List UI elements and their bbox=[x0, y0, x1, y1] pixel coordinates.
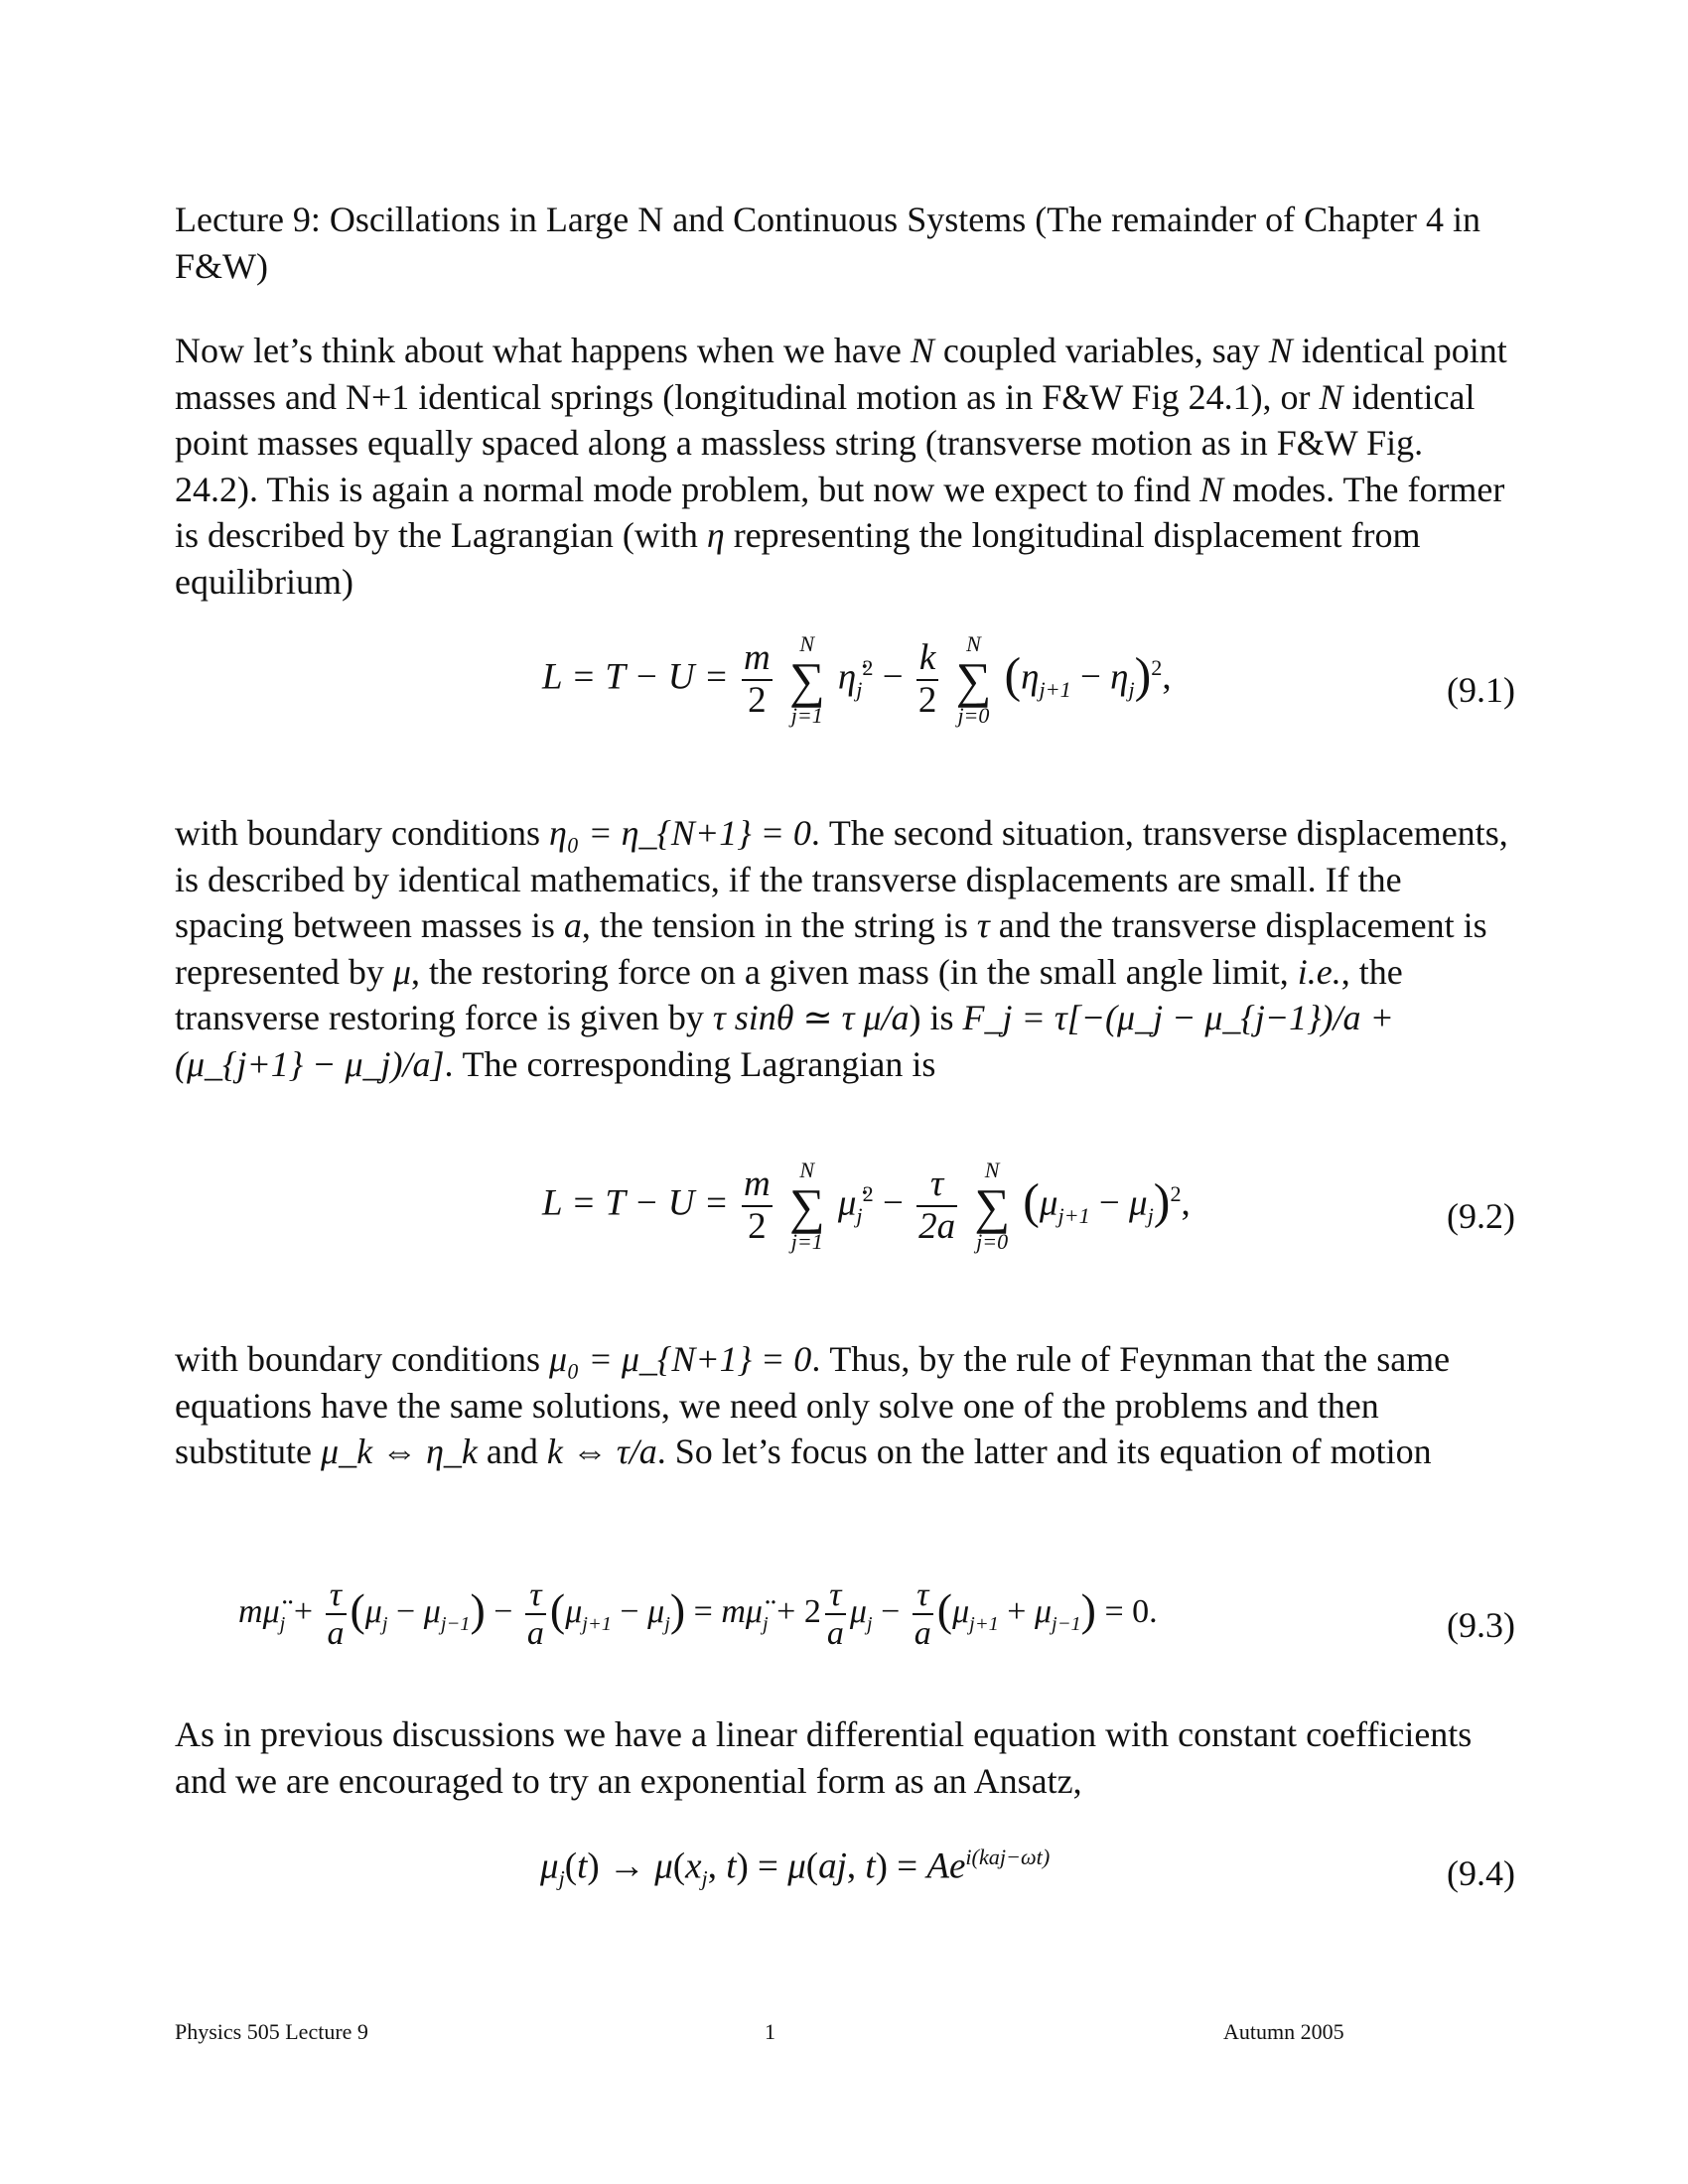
math-symbol: N bbox=[910, 331, 934, 370]
text-segment: modes. The former is described by the Lagrangian (with bbox=[175, 469, 1505, 555]
equation-body: $\mu_j(t) \to \mu(x_j$, t) = μ(aj, $t) = Ae^{i(kaj-\omega t)}$ bbox=[540, 1844, 1051, 1891]
math-inline: μ₀ = μ_{N+1} = 0 bbox=[548, 1339, 812, 1379]
paragraph-ansatz: As in previous discussions we have a linear differential equation with constant coefficients and we are encouraged to try an exponential form as an Ansatz, bbox=[175, 1714, 1473, 1801]
summation: N ∑ j=0 bbox=[974, 1158, 1010, 1254]
equation-number: (9.2) bbox=[1447, 1196, 1515, 1236]
fraction: $\frac{k}{2}$ bbox=[917, 637, 937, 721]
footer-course: Physics 505 Lecture 9 bbox=[175, 2019, 368, 2044]
text-segment: representing the longitudinal displacement from equilibrium) bbox=[175, 515, 1421, 602]
math-inline: μ_k ⇔ η_k bbox=[321, 1432, 478, 1471]
text-segment: , the transverse restoring force is given by bbox=[175, 951, 1403, 1037]
text-segment: with boundary conditions bbox=[175, 1339, 549, 1379]
text-segment: . Thus, by the rule of Feynman that the same equations have the same solutions, we need only solve one of the problems and then substitute bbox=[175, 1339, 1451, 1471]
text-segment: . So let’s focus on the latter and its equation of motion bbox=[656, 1432, 1432, 1471]
equation-lhs: L = T − U = bbox=[542, 1182, 729, 1224]
footer-page-number: 1 bbox=[765, 2019, 775, 2044]
paragraph-intro bbox=[175, 328, 1515, 605]
text-segment: with boundary conditions bbox=[175, 813, 549, 853]
math-inline: k ⇔ τ/a bbox=[546, 1432, 657, 1471]
text-segment: i.e. bbox=[1297, 951, 1341, 992]
text-segment: identical point masses equally spaced along a massless string (transverse motion as in F&W Fig. 24.2). This is again a normal mode problem, but now we expect to find bbox=[175, 376, 1476, 509]
math-symbol: N bbox=[1268, 331, 1293, 370]
math-inline: τ sinθ ≃ τ μ/a bbox=[712, 998, 910, 1037]
text-segment: , the restoring force on a given mass (in the small angle limit, bbox=[410, 951, 1298, 992]
math-symbol: N bbox=[1319, 376, 1343, 417]
fraction: $\frac{m}{2}$ bbox=[743, 1163, 771, 1247]
text-segment: Now let’s think about what happens when we have bbox=[175, 331, 911, 370]
math-symbol: μ bbox=[392, 951, 411, 992]
fraction: $\frac{\tau}{2a}$ bbox=[918, 1163, 956, 1247]
fraction: $\frac{\tau}{a}$ bbox=[327, 1576, 345, 1653]
paragraph-feynman bbox=[175, 1336, 1515, 1475]
text-segment: and bbox=[477, 1432, 547, 1471]
equation-lhs: L = T − U = bbox=[542, 656, 729, 698]
equation-number: (9.4) bbox=[1447, 1853, 1515, 1893]
summation: N ∑ j=1 bbox=[788, 631, 825, 728]
text-segment: coupled variables, say bbox=[933, 331, 1269, 370]
page-title: Lecture 9: Oscillations in Large N and Continuous Systems (The remainder of Chapter 4 in F&W) bbox=[175, 200, 1481, 286]
equation-9-1 bbox=[175, 633, 1515, 752]
fraction: $\frac{\tau}{a}$ bbox=[914, 1576, 931, 1653]
fraction: $\frac{m}{2}$ bbox=[743, 637, 771, 721]
math-inline: F_j = τ[−(μ_j − μ_{j−1})/a + (μ_{j+1} − μ_j)/a] bbox=[175, 998, 1394, 1084]
equation-body: L = T − U = $\frac{m}{2}$ N ∑ j=1 $\etȧ_j^2$ − $\frac{k}{2}$ N ∑ j=0 $(\eta_{j+1} - \eta_j)^2$, bbox=[542, 631, 1172, 728]
text-segment: . The corresponding Lagrangian is bbox=[444, 1043, 936, 1084]
text-segment: and the transverse displacement is represented by bbox=[175, 905, 1487, 992]
text-segment: , the tension in the string is bbox=[581, 905, 977, 945]
math-symbol: a bbox=[563, 905, 582, 945]
math-symbol: η bbox=[706, 515, 725, 555]
paragraph-transverse bbox=[175, 810, 1515, 1087]
equation-number: (9.3) bbox=[1447, 1605, 1515, 1645]
fraction: $\frac{\tau}{a}$ bbox=[526, 1576, 544, 1653]
text-segment: identical point masses and N+1 identical springs (longitudinal motion as in F&W Fig 24.1), or bbox=[175, 331, 1507, 417]
equation-9-4 bbox=[175, 1844, 1515, 1914]
text-segment: . The second situation, transverse displacements, is described by identical mathematics, if the transverse displacements are small. If the spacing between masses is bbox=[175, 813, 1508, 945]
fraction: $\frac{\tau}{a}$ bbox=[826, 1576, 844, 1653]
text-segment: ) is bbox=[909, 998, 963, 1037]
summation: N ∑ j=1 bbox=[788, 1158, 825, 1254]
math-inline: η₀ = η_{N+1} = 0 bbox=[548, 813, 811, 853]
equation-body: L = T − U = $\frac{m}{2}$ N ∑ j=1 $\mu̇_j^2$ − $\frac{\tau}{2a}$ N ∑ j=0 $(\mu_{j+1} - \mu_j)^2$, bbox=[542, 1158, 1191, 1254]
math-symbol: N bbox=[1199, 469, 1224, 509]
equation-body: $m\mü_j$ + $\frac{\tau}{a}$ $(\mu_j - \mu_{j-1})$ − $\frac{\tau}{a}$ $(\mu_{j+1} - \mu_j)$ = $m\mü_j + 2$ $\frac{\tau}{a}$ $\mu_j$ − $\frac{\tau}{a}$ $(\mu_{j+1} + \mu_{j-1}) = 0$. bbox=[238, 1576, 1158, 1653]
math-symbol: τ bbox=[976, 905, 990, 945]
equation-9-3 bbox=[175, 1576, 1515, 1686]
equation-number: (9.1) bbox=[1447, 670, 1515, 710]
equation-9-2 bbox=[175, 1160, 1515, 1279]
summation: N ∑ j=0 bbox=[955, 631, 992, 728]
footer-term: Autumn 2005 bbox=[1223, 2019, 1344, 2044]
